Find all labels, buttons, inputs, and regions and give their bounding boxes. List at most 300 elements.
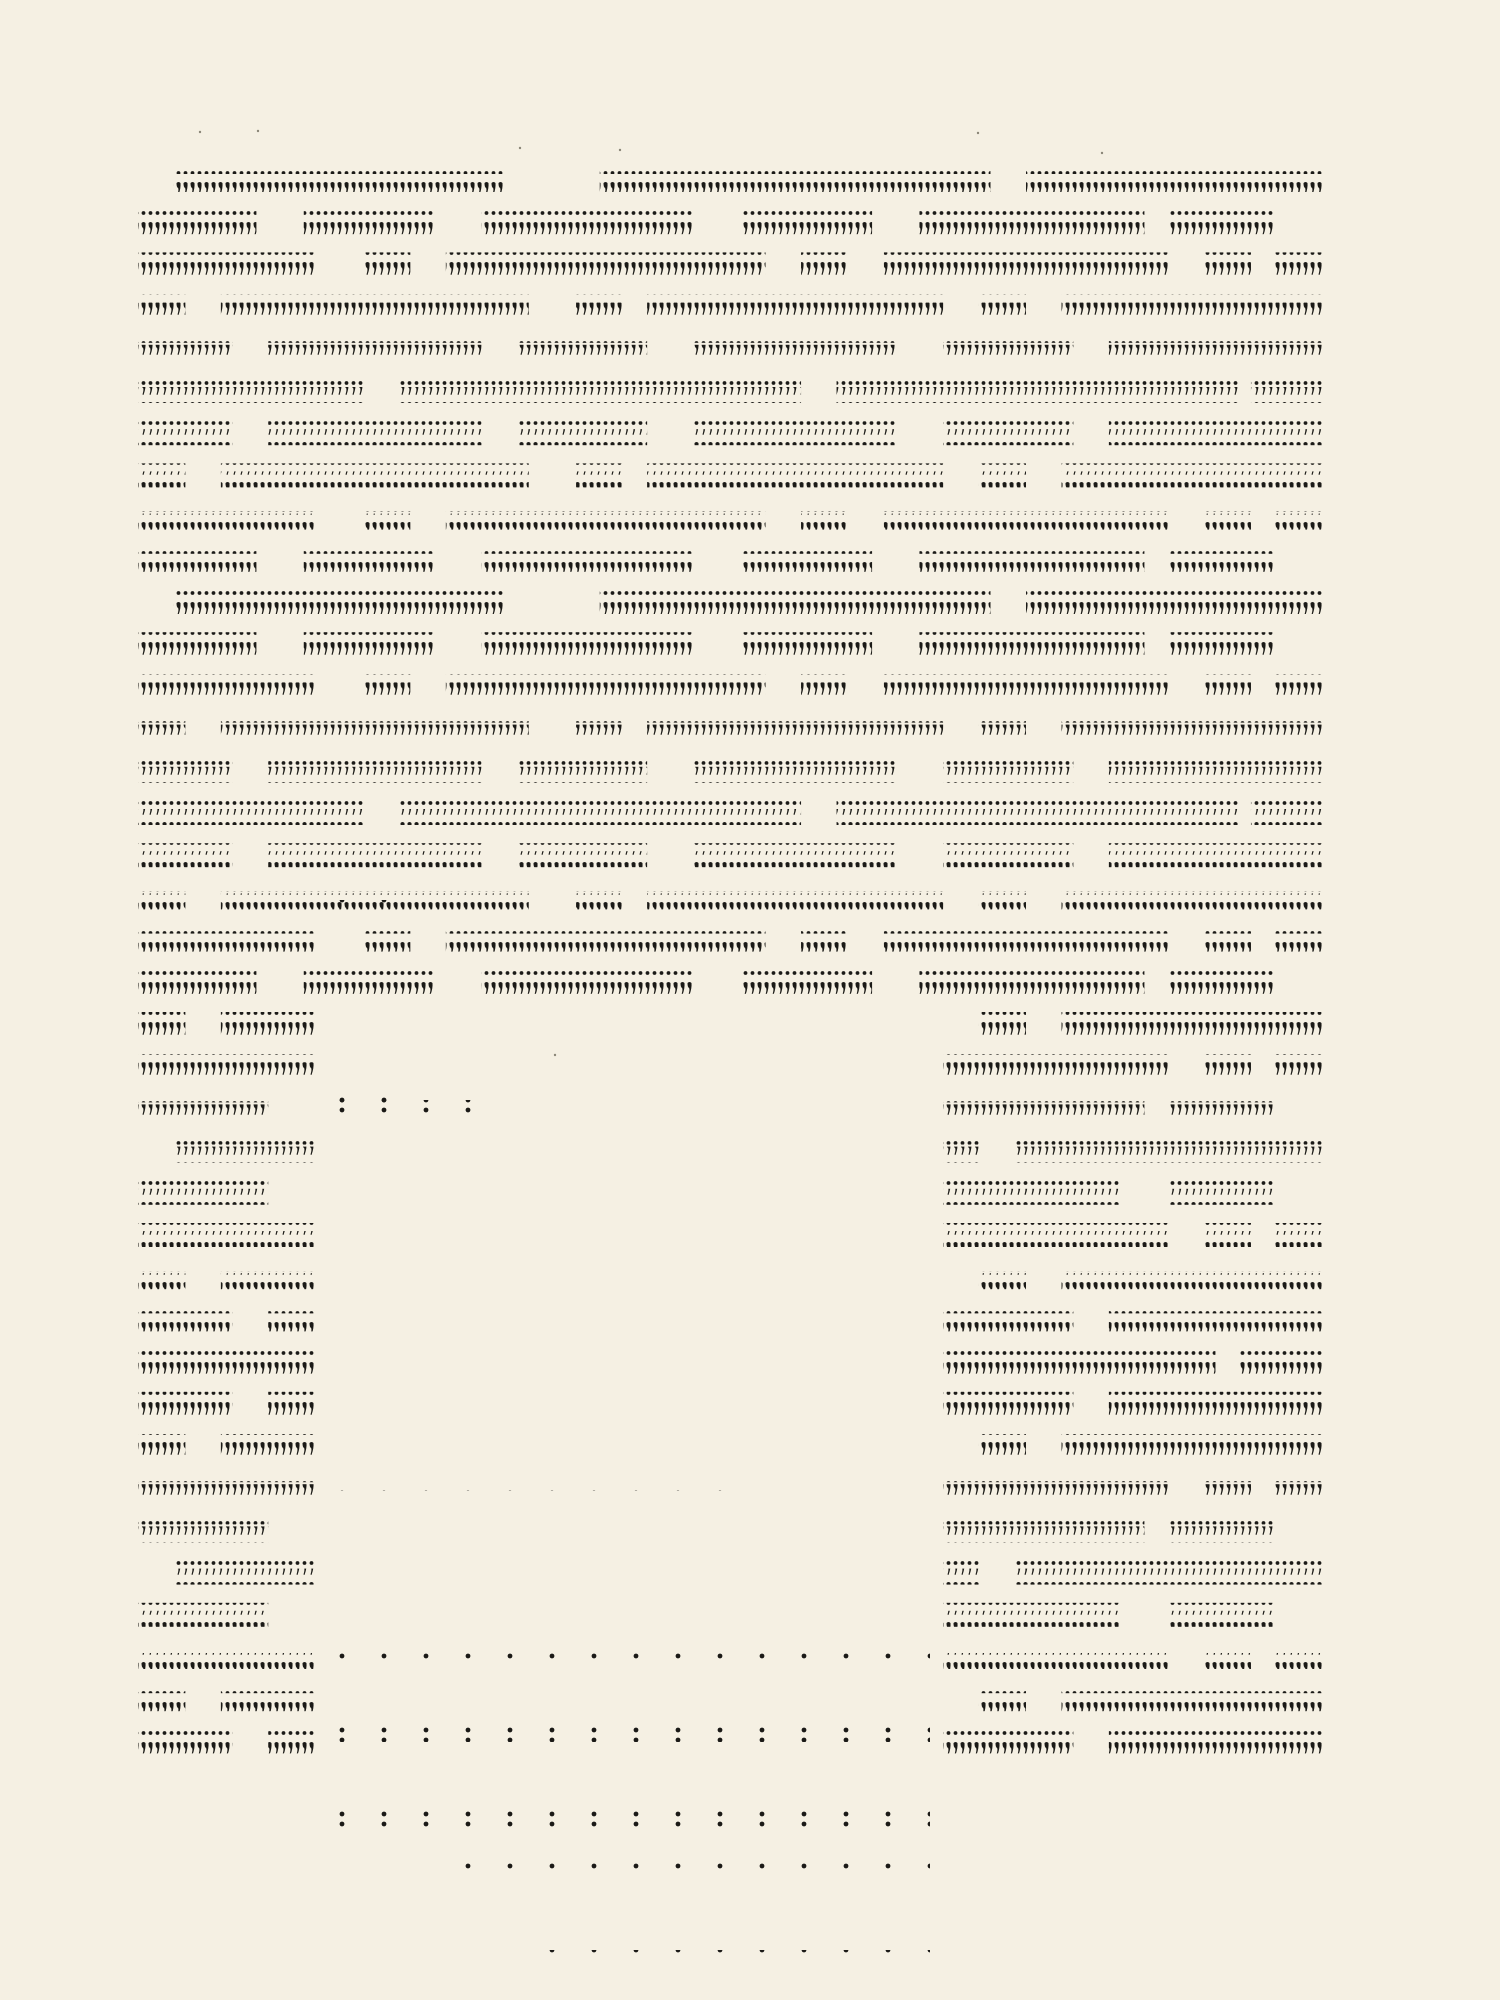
ink-speck: [257, 130, 259, 132]
ink-dot-row: [1109, 1307, 1322, 1313]
ink-dot-row: [1109, 1729, 1322, 1735]
ink-dot-row: [1168, 1603, 1275, 1609]
ink-dot-row: [221, 295, 529, 301]
ink-comma-row: [837, 387, 1240, 403]
ink-dot-row: [304, 970, 434, 976]
ink-comma-row: [1168, 640, 1275, 656]
ink-comma-row: [221, 1020, 316, 1036]
ink-comma-row: [943, 1653, 1168, 1669]
ink-comma-row: [1204, 1484, 1251, 1500]
ink-comma-row: [1168, 978, 1275, 994]
ink-comma-row: [138, 260, 316, 276]
ink-comma-row: [884, 936, 1168, 952]
ink-comma-row: [481, 978, 694, 994]
ink-dot-row: [943, 1350, 1215, 1356]
ink-dot-row: [837, 379, 1240, 385]
ink-dot-row: [694, 759, 895, 765]
ink-comma-row: [1062, 893, 1322, 909]
ink-comma-row: [943, 767, 1073, 783]
ink-dot-row: [268, 1729, 315, 1735]
ink-comma-row: [1109, 851, 1322, 867]
ink-dot-row: [174, 168, 506, 174]
ink-comma-row: [138, 1358, 316, 1374]
ink-dot-row: [138, 1012, 185, 1018]
ink-comma-row: [174, 598, 506, 614]
ink-comma-row: [138, 1062, 316, 1078]
ink-comma-row: [138, 1442, 185, 1458]
ink-comma-row: [884, 682, 1168, 698]
ink-comma-row: [517, 851, 647, 867]
ink-comma-row: [268, 345, 481, 361]
ink-dot-row: [1204, 506, 1251, 512]
ink-dot-row: [979, 295, 1026, 301]
ink-comma-row: [576, 725, 623, 741]
ink-dot-row: [801, 252, 848, 258]
ink-comma-row: [943, 345, 1073, 361]
ink-dot-row: [576, 717, 623, 723]
ink-dot-row: [801, 506, 848, 512]
ink-dot-row: [446, 674, 766, 680]
ink-comma-row: [138, 429, 233, 445]
ink-dot-row: [1251, 801, 1322, 807]
ink-comma-row: [943, 1737, 1073, 1753]
ink-dot-row: [363, 674, 410, 680]
ink-colon-row: [320, 1490, 760, 1512]
ink-comma-row: [1275, 514, 1322, 530]
ink-dot-row: [1109, 843, 1322, 849]
ink-comma-row: [979, 1273, 1026, 1289]
ink-dot-row: [268, 337, 481, 343]
ink-dot-row: [919, 970, 1144, 976]
ink-comma-row: [268, 1400, 315, 1416]
ink-dot-row: [138, 1181, 268, 1187]
ink-comma-row: [801, 936, 848, 952]
ink-comma-row: [138, 1695, 185, 1711]
ink-colon-row: [320, 1576, 845, 1598]
ink-dot-row: [801, 674, 848, 680]
ink-speck: [199, 131, 201, 133]
ink-dot-row: [1275, 928, 1322, 934]
ink-comma-row: [1204, 936, 1251, 952]
ink-comma-row: [517, 767, 647, 783]
ink-dot-row: [138, 885, 185, 891]
ink-comma-row: [647, 893, 943, 909]
ink-dot-row: [268, 421, 481, 427]
ink-dot-row: [138, 210, 256, 216]
ink-comma-row: [138, 767, 233, 783]
ink-comma-row: [446, 260, 766, 276]
ink-dot-row: [919, 210, 1144, 216]
ink-dot-row: [600, 590, 991, 596]
ink-dot-row: [481, 210, 694, 216]
ink-dot-row: [884, 674, 1168, 680]
ink-comma-row: [1109, 345, 1322, 361]
ink-dot-row: [446, 252, 766, 258]
ink-comma-row: [138, 1737, 233, 1753]
ink-comma-row: [268, 851, 481, 867]
ink-dot-row: [943, 1561, 979, 1567]
ink-dot-row: [138, 1054, 316, 1060]
ink-comma-row: [268, 767, 481, 783]
ink-dot-row: [138, 548, 256, 554]
ink-dot-row: [884, 252, 1168, 258]
ink-comma-row: [943, 1358, 1215, 1374]
ink-comma-row: [1109, 767, 1322, 783]
ink-dot-row: [647, 717, 943, 723]
ink-comma-row: [943, 1611, 1121, 1627]
ink-dot-row: [943, 1181, 1121, 1187]
ink-colon-row: [320, 1650, 930, 1672]
ink-comma-row: [884, 260, 1168, 276]
ink-dot-row: [647, 463, 943, 469]
ink-dot-row: [363, 252, 410, 258]
ink-comma-row: [694, 429, 895, 445]
ink-comma-row: [801, 260, 848, 276]
ink-comma-row: [943, 1104, 1144, 1120]
ink-comma-row: [1062, 1020, 1322, 1036]
ink-comma-row: [1062, 1442, 1322, 1458]
ink-dot-row: [1014, 1561, 1322, 1567]
ink-dot-row: [138, 1603, 268, 1609]
ink-comma-row: [138, 556, 256, 572]
ink-comma-row: [304, 218, 434, 234]
ink-comma-row: [138, 1273, 185, 1289]
ink-dot-row: [1062, 1265, 1322, 1271]
ink-comma-row: [138, 1484, 316, 1500]
ink-speck: [619, 149, 621, 151]
ink-dot-row: [221, 1012, 316, 1018]
ink-dot-row: [1204, 1476, 1251, 1482]
ink-dot-row: [268, 759, 481, 765]
ink-dot-row: [1204, 1645, 1251, 1651]
ink-comma-row: [943, 1400, 1073, 1416]
ink-dot-row: [268, 1307, 315, 1313]
ink-dot-row: [694, 421, 895, 427]
ink-comma-row: [742, 978, 872, 994]
ink-dot-row: [481, 548, 694, 554]
ink-comma-row: [979, 1695, 1026, 1711]
ink-dot-row: [943, 1054, 1168, 1060]
ink-comma-row: [138, 809, 363, 825]
ink-comma-row: [138, 725, 185, 741]
ink-dot-row: [304, 210, 434, 216]
ink-dot-row: [446, 506, 766, 512]
ink-dot-row: [138, 674, 316, 680]
ink-dot-row: [1062, 1687, 1322, 1693]
ink-dot-row: [1275, 1054, 1322, 1060]
ink-dot-row: [979, 1687, 1026, 1693]
ink-dot-row: [1026, 168, 1322, 174]
ink-dot-row: [919, 632, 1144, 638]
ink-comma-row: [943, 429, 1073, 445]
ink-dot-row: [943, 1139, 979, 1145]
ink-dot-row: [1168, 1096, 1275, 1102]
ink-dot-row: [138, 1392, 233, 1398]
ink-dot-row: [1109, 337, 1322, 343]
ink-dot-row: [884, 928, 1168, 934]
ink-comma-row: [1275, 1231, 1322, 1247]
ink-comma-row: [446, 514, 766, 530]
ink-dot-row: [1062, 1012, 1322, 1018]
ink-dot-row: [742, 210, 872, 216]
ink-comma-row: [979, 893, 1026, 909]
ink-comma-row: [268, 429, 481, 445]
ink-comma-row: [138, 1653, 316, 1669]
ink-comma-row: [919, 556, 1144, 572]
ink-comma-row: [943, 1062, 1168, 1078]
ink-dot-row: [576, 295, 623, 301]
ink-colon-row: [445, 1860, 930, 1882]
ink-dot-row: [174, 1139, 316, 1145]
ink-comma-row: [517, 345, 647, 361]
ink-dot-row: [1275, 252, 1322, 258]
ink-comma-row: [481, 218, 694, 234]
ink-dot-row: [221, 1265, 316, 1271]
ink-speck: [554, 1054, 556, 1056]
ink-comma-row: [1204, 514, 1251, 530]
ink-dot-row: [138, 506, 316, 512]
ink-comma-row: [943, 1189, 1121, 1205]
ink-dot-row: [1109, 759, 1322, 765]
ink-dot-row: [138, 295, 185, 301]
ink-comma-row: [1026, 176, 1322, 192]
ink-comma-row: [1109, 429, 1322, 445]
ink-comma-row: [1109, 1315, 1322, 1331]
ink-dot-row: [884, 506, 1168, 512]
ink-comma-row: [1014, 1147, 1322, 1163]
ink-dot-row: [1062, 295, 1322, 301]
ink-dot-row: [138, 337, 233, 343]
ink-comma-row: [1204, 682, 1251, 698]
ink-comma-row: [221, 303, 529, 319]
ink-comma-row: [943, 1569, 979, 1585]
ink-comma-row: [1062, 725, 1322, 741]
ink-comma-row: [138, 1020, 185, 1036]
ink-dot-row: [1204, 1223, 1251, 1229]
ink-dot-row: [1168, 1518, 1275, 1524]
ink-comma-row: [1168, 556, 1275, 572]
ink-dot-row: [979, 885, 1026, 891]
ink-comma-row: [363, 514, 410, 530]
ink-dot-row: [1168, 548, 1275, 554]
ink-comma-row: [801, 514, 848, 530]
ink-dot-row: [221, 1687, 316, 1693]
ink-comma-row: [1251, 809, 1322, 825]
ink-dot-row: [221, 1434, 316, 1440]
ink-dot-row: [138, 252, 316, 258]
ink-comma-row: [138, 851, 233, 867]
ink-comma-row: [694, 767, 895, 783]
ink-dot-row: [138, 717, 185, 723]
ink-comma-row: [1275, 936, 1322, 952]
ink-comma-row: [221, 725, 529, 741]
ink-dot-row: [1239, 1350, 1322, 1356]
ink-comma-row: [1109, 1400, 1322, 1416]
ink-dot-row: [943, 759, 1073, 765]
ink-dot-row: [1204, 1054, 1251, 1060]
ink-comma-row: [268, 1737, 315, 1753]
ink-comma-row: [1239, 1358, 1322, 1374]
ink-dot-row: [138, 1223, 316, 1229]
ink-comma-row: [979, 471, 1026, 487]
ink-comma-row: [1062, 1273, 1322, 1289]
ink-colon-row: [320, 1240, 480, 1262]
ink-comma-row: [576, 893, 623, 909]
ink-dot-row: [1062, 717, 1322, 723]
ink-dot-row: [1275, 1476, 1322, 1482]
ink-dot-row: [1062, 1434, 1322, 1440]
ink-comma-row: [138, 218, 256, 234]
ink-colon-row: [320, 1325, 590, 1347]
ink-colon-row: [320, 988, 350, 1010]
ink-comma-row: [138, 1231, 316, 1247]
ink-comma-row: [1275, 260, 1322, 276]
ink-dot-row: [1168, 970, 1275, 976]
ink-comma-row: [138, 1189, 268, 1205]
ink-dot-row: [138, 1265, 185, 1271]
ink-dot-row: [221, 717, 529, 723]
ink-dot-row: [943, 1729, 1073, 1735]
ink-dot-row: [801, 928, 848, 934]
ink-dot-row: [517, 843, 647, 849]
ink-dot-row: [138, 801, 363, 807]
ink-dot-row: [943, 1392, 1073, 1398]
ink-dot-row: [1109, 1392, 1322, 1398]
ink-speck: [1101, 152, 1103, 154]
ink-dot-row: [742, 632, 872, 638]
ink-dot-row: [304, 548, 434, 554]
ink-dot-row: [398, 379, 801, 385]
ink-dot-row: [943, 1096, 1144, 1102]
ink-comma-row: [1204, 1231, 1251, 1247]
ink-comma-row: [138, 345, 233, 361]
ink-dot-row: [138, 843, 233, 849]
ink-dot-row: [268, 843, 481, 849]
ink-dot-row: [694, 843, 895, 849]
ink-dot-row: [1168, 1181, 1275, 1187]
ink-comma-row: [919, 218, 1144, 234]
ink-comma-row: [742, 556, 872, 572]
ink-comma-row: [1109, 1737, 1322, 1753]
ink-dot-row: [138, 759, 233, 765]
ink-comma-row: [1014, 1569, 1322, 1585]
ink-comma-row: [979, 725, 1026, 741]
ink-dot-row: [221, 885, 529, 891]
ink-comma-row: [138, 1104, 268, 1120]
ink-dot-row: [979, 1012, 1026, 1018]
ink-dot-row: [837, 801, 1240, 807]
ink-comma-row: [694, 345, 895, 361]
ink-dot-row: [481, 970, 694, 976]
ink-comma-row: [138, 1400, 233, 1416]
ink-comma-row: [919, 978, 1144, 994]
ink-dot-row: [694, 337, 895, 343]
ink-dot-row: [138, 421, 233, 427]
ink-comma-row: [481, 556, 694, 572]
ink-comma-row: [1062, 1695, 1322, 1711]
ink-dot-row: [943, 1476, 1168, 1482]
ink-comma-row: [1251, 387, 1322, 403]
ink-comma-row: [138, 387, 363, 403]
ink-comma-row: [1275, 682, 1322, 698]
ink-dot-row: [138, 379, 363, 385]
ink-comma-row: [221, 1442, 316, 1458]
ink-dot-row: [517, 421, 647, 427]
ink-dot-row: [363, 928, 410, 934]
ink-comma-row: [363, 260, 410, 276]
ink-dot-row: [138, 1307, 233, 1313]
ink-colon-row: [320, 1810, 930, 1832]
ink-dot-row: [943, 1603, 1121, 1609]
ink-comma-row: [1275, 1484, 1322, 1500]
ink-dot-row: [268, 1392, 315, 1398]
ink-dot-row: [919, 548, 1144, 554]
ink-colon-row: [320, 1100, 500, 1122]
ink-comma-row: [1168, 1526, 1275, 1542]
ink-comma-row: [1168, 1189, 1275, 1205]
ink-colon-row: [320, 1408, 680, 1430]
ink-dot-row: [647, 885, 943, 891]
ink-dot-row: [138, 1096, 268, 1102]
ink-comma-row: [943, 1315, 1073, 1331]
ink-dot-row: [1026, 590, 1322, 596]
ink-dot-row: [221, 463, 529, 469]
ink-dot-row: [1168, 210, 1275, 216]
ink-comma-row: [1204, 260, 1251, 276]
ink-dot-row: [517, 337, 647, 343]
ink-dot-row: [1275, 506, 1322, 512]
ink-comma-row: [576, 471, 623, 487]
ink-comma-row: [221, 1273, 316, 1289]
ink-comma-row: [138, 1315, 233, 1331]
ink-dot-row: [1014, 1139, 1322, 1145]
ink-dot-row: [138, 970, 256, 976]
ink-comma-row: [1062, 471, 1322, 487]
ink-comma-row: [576, 303, 623, 319]
ink-comma-row: [138, 303, 185, 319]
ink-comma-row: [647, 471, 943, 487]
ink-dot-row: [1062, 885, 1322, 891]
ink-comma-row: [1168, 1104, 1275, 1120]
ink-dot-row: [943, 843, 1073, 849]
ink-dot-row: [398, 801, 801, 807]
ink-comma-row: [1062, 303, 1322, 319]
ink-comma-row: [1204, 1062, 1251, 1078]
ink-dot-row: [979, 717, 1026, 723]
ink-dot-row: [1062, 463, 1322, 469]
ink-comma-row: [138, 893, 185, 909]
ink-comma-row: [943, 1526, 1144, 1542]
ink-dot-row: [1168, 632, 1275, 638]
ink-comma-row: [943, 1147, 979, 1163]
ink-dot-row: [943, 421, 1073, 427]
ink-comma-row: [221, 1695, 316, 1711]
ink-comma-row: [138, 514, 316, 530]
ink-comma-row: [1026, 598, 1322, 614]
ink-comma-row: [138, 1526, 268, 1542]
ink-dot-row: [1275, 1645, 1322, 1651]
ink-comma-row: [363, 682, 410, 698]
ink-dot-row: [138, 1350, 316, 1356]
ink-comma-row: [884, 514, 1168, 530]
ink-dot-row: [1204, 674, 1251, 680]
ink-comma-row: [647, 303, 943, 319]
ink-dot-row: [576, 885, 623, 891]
ink-dot-row: [943, 1307, 1073, 1313]
ink-comma-row: [600, 598, 991, 614]
ink-comma-row: [446, 682, 766, 698]
ink-dot-row: [600, 168, 991, 174]
